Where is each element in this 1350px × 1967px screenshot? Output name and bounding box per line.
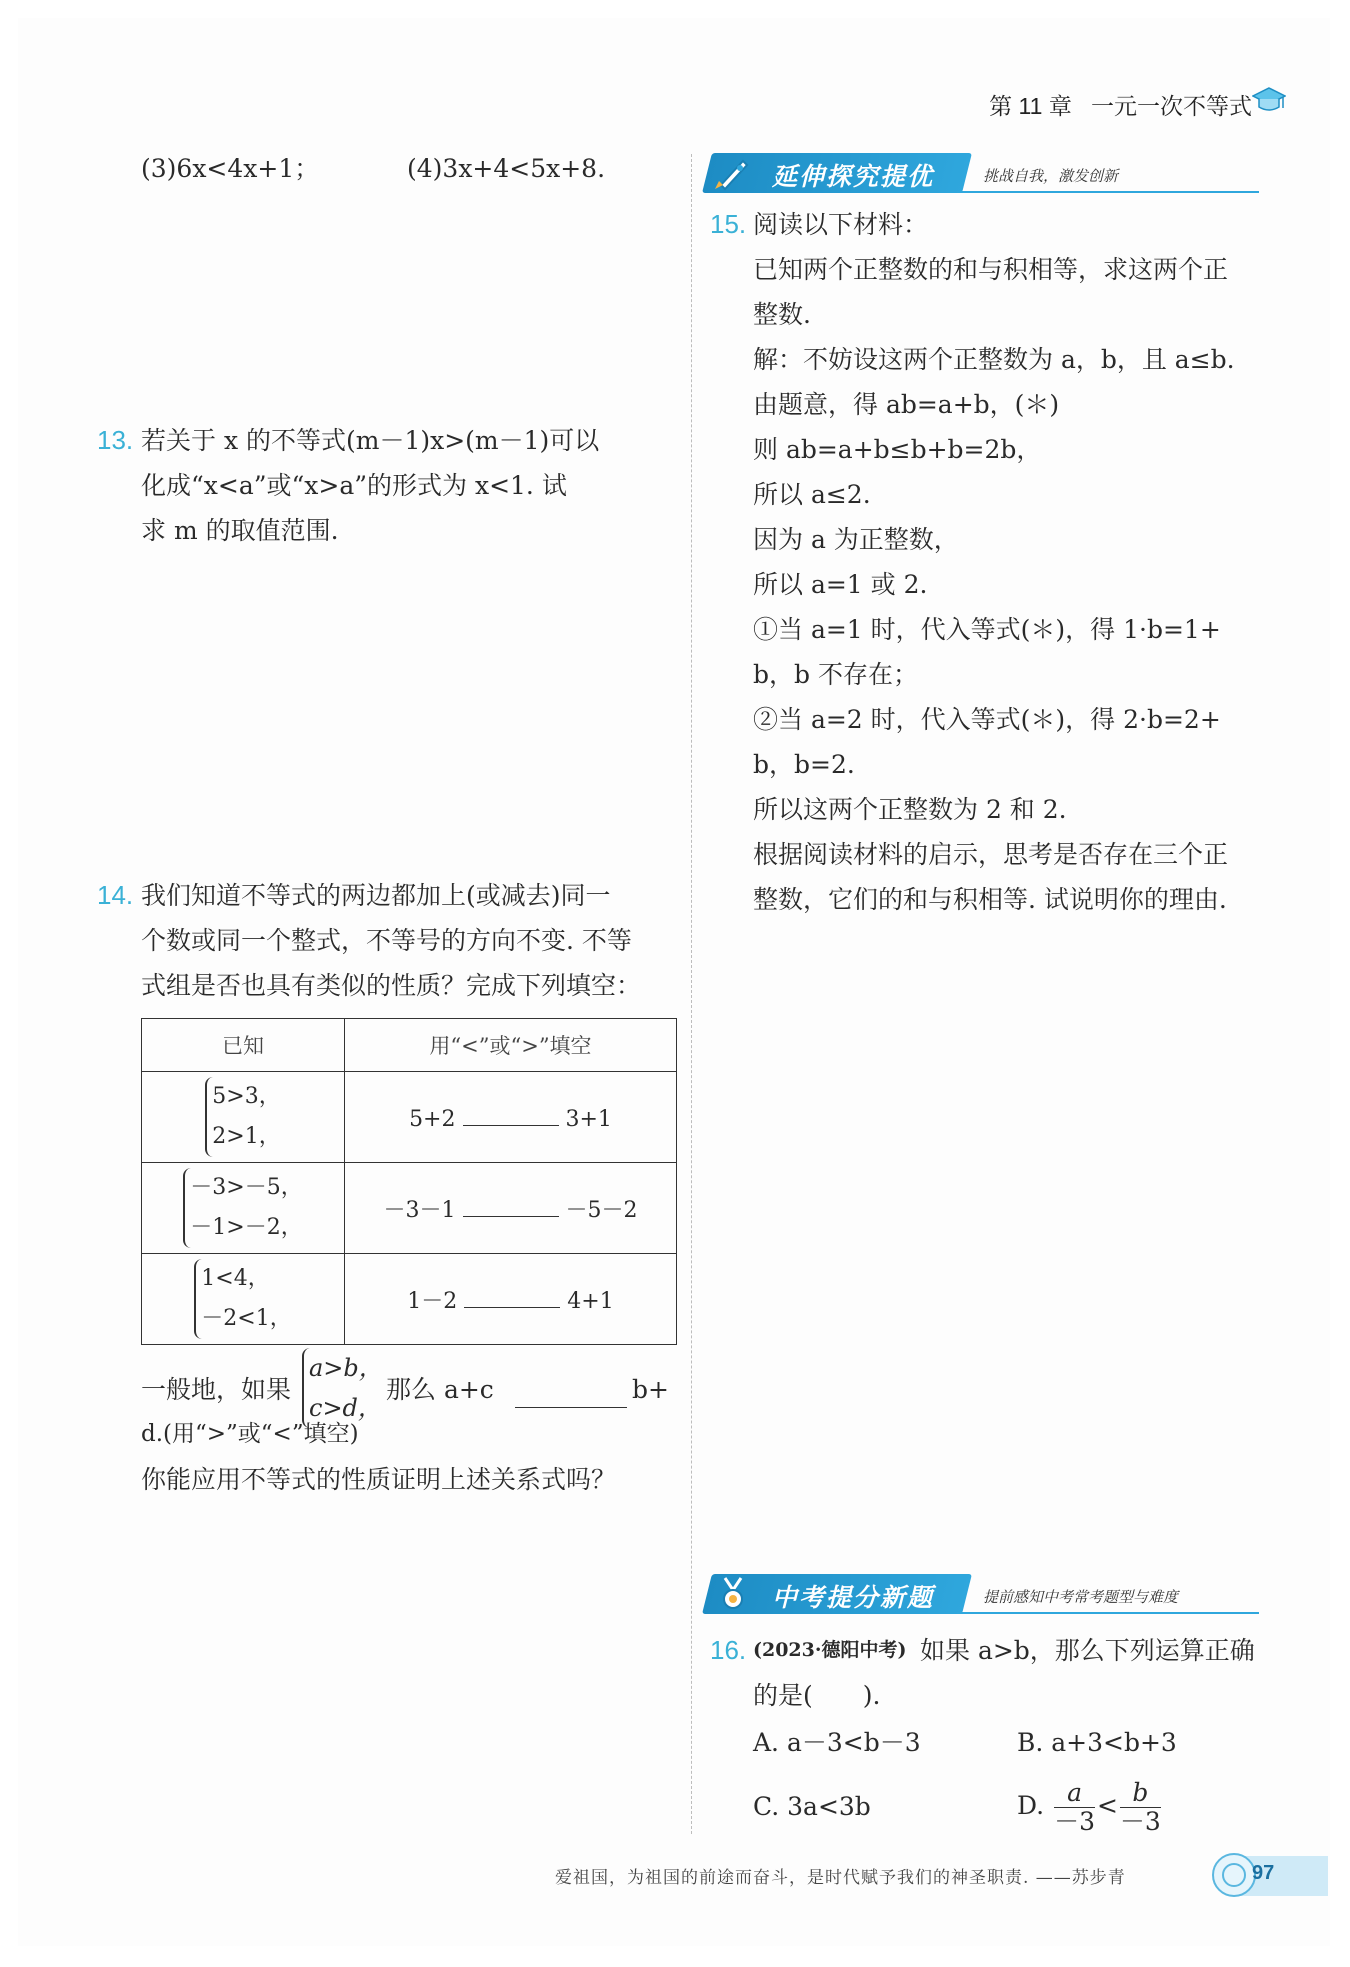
q15-line: 整数，它们的和与积相等. 试说明你的理由. — [753, 885, 1227, 914]
table-cell-fill — [345, 1163, 677, 1254]
fraction-numerator: b — [1120, 1779, 1161, 1808]
table-header-fill: 用“<”或“>”填空 — [345, 1019, 677, 1072]
system-line: 5>3， — [212, 1084, 281, 1109]
q12-part4: (4)3x+4<5x+8. — [407, 154, 606, 183]
relation-symbol: < — [1096, 1791, 1118, 1820]
expr-right: 4+1 — [567, 1288, 614, 1314]
q15-line: b，b 不存在； — [753, 660, 918, 689]
chapter-header — [989, 88, 1252, 121]
option-b[interactable]: B. a+3<b+3 — [1017, 1728, 1177, 1757]
general-line1-start: 一般地，如果 — [141, 1375, 292, 1404]
condition-line: a>b， — [309, 1354, 383, 1382]
q15-line: ①当 a=1 时，代入等式(＊)，得 1·b=1+ — [753, 615, 1221, 644]
brace-system — [194, 1259, 291, 1339]
q15-line: 解：不妨设这两个正整数为 a，b，且 a≤b. — [753, 345, 1235, 374]
q15-line: 则 ab=a+b≤b+b=2b， — [753, 435, 1042, 464]
answer-blank[interactable] — [463, 1103, 559, 1126]
brace-system — [183, 1168, 302, 1248]
option-d-label: D. — [1017, 1791, 1045, 1820]
banner-underline — [957, 1612, 1259, 1614]
expr-left: －3－1 — [383, 1197, 456, 1223]
expr-right: －5－2 — [565, 1197, 638, 1223]
q15-line: 所以 a≤2. — [753, 480, 871, 509]
fraction-denominator: －3 — [1119, 1807, 1161, 1836]
q13-line2: 化成“x<a”或“x>a”的形式为 x<1. 试 — [141, 471, 567, 500]
banner-extension — [707, 153, 1267, 193]
system-line: －3>－5， — [190, 1175, 303, 1200]
fingerprint-inner-circle — [1222, 1863, 1246, 1887]
table-row — [142, 1254, 677, 1345]
q14-line1: 我们知道不等式的两边都加上(或减去)同一 — [141, 881, 611, 910]
banner-subtitle: 提前感知中考常考题型与难度 — [983, 1588, 1179, 1606]
q16-line2: 的是( ). — [753, 1681, 881, 1710]
q15-line: 因为 a 为正整数， — [753, 525, 959, 554]
q15-line: 根据阅读材料的启示，思考是否存在三个正 — [753, 840, 1229, 869]
system-line: 2>1， — [212, 1124, 281, 1149]
general-line3: 你能应用不等式的性质证明上述关系式吗？ — [141, 1465, 617, 1494]
graduation-cap-icon — [1252, 86, 1286, 116]
table-header-row — [142, 1019, 677, 1072]
banner-exam — [707, 1574, 1267, 1614]
general-answer-blank[interactable] — [515, 1385, 627, 1408]
footer-quote: 爱祖国，为祖国的前途而奋斗，是时代赋予我们的神圣职责. ——苏步青 — [555, 1868, 1126, 1888]
answer-blank[interactable] — [464, 1285, 560, 1308]
table-header-known: 已知 — [142, 1019, 345, 1072]
medal-icon — [715, 1576, 751, 1612]
general-then-text: 那么 a+c — [386, 1375, 494, 1404]
q14-line3: 式组是否也具有类似的性质？完成下列填空： — [141, 971, 642, 1000]
table-cell-known — [142, 1072, 345, 1163]
q13-line3: 求 m 的取值范围. — [141, 516, 339, 545]
banner-underline — [957, 191, 1259, 193]
banner-subtitle: 挑战自我，激发创新 — [983, 167, 1119, 185]
fraction — [1054, 1779, 1095, 1836]
banner-title: 中考提分新题 — [772, 1584, 935, 1612]
option-c[interactable]: C. 3a<3b — [753, 1792, 871, 1821]
expr-right: 3+1 — [565, 1106, 612, 1132]
question-number-15: 15. — [710, 209, 747, 239]
brace-system — [205, 1077, 280, 1157]
fraction-numerator: a — [1054, 1779, 1095, 1808]
system-line: －1>－2， — [190, 1215, 303, 1240]
q14-line2: 个数或同一个整式，不等号的方向不变. 不等 — [141, 926, 632, 955]
table-row — [142, 1163, 677, 1254]
banner-title: 延伸探究提优 — [772, 163, 935, 191]
condition-line: c>d， — [309, 1394, 382, 1422]
q15-line: 所以这两个正整数为 2 和 2. — [753, 795, 1067, 824]
general-line1-end: b+ — [632, 1375, 669, 1404]
chapter-number: 第 11 章 — [989, 93, 1072, 119]
table-cell-fill — [345, 1072, 677, 1163]
table-cell-known — [142, 1163, 345, 1254]
q16-line1: 如果 a>b，那么下列运算正确 — [920, 1636, 1255, 1665]
table-row — [142, 1072, 677, 1163]
q15-line: ②当 a=2 时，代入等式(＊)，得 2·b=2+ — [753, 705, 1221, 734]
page-number: 97 — [1252, 1862, 1275, 1884]
fill-in-table — [141, 1018, 677, 1345]
expr-left: 5+2 — [409, 1106, 456, 1132]
q15-line: 已知两个正整数的和与积相等，求这两个正 — [753, 255, 1229, 284]
q15-line: 整数. — [753, 300, 811, 329]
system-line: －2<1， — [201, 1306, 292, 1331]
option-a[interactable]: A. a－3<b－3 — [753, 1728, 921, 1757]
fraction — [1120, 1779, 1161, 1836]
general-line2: d.(用“>”或“<”填空) — [141, 1421, 359, 1447]
table-cell-known — [142, 1254, 345, 1345]
rocket-icon — [713, 155, 753, 191]
q15-line: 阅读以下材料： — [753, 210, 929, 239]
table-cell-fill — [345, 1254, 677, 1345]
q15-line: 所以 a=1 或 2. — [753, 570, 928, 599]
q13-line1: 若关于 x 的不等式(m－1)x>(m－1)可以 — [141, 426, 600, 455]
expr-left: 1－2 — [407, 1288, 458, 1314]
q12-part3: (3)6x<4x+1； — [141, 154, 320, 183]
system-line: 1<4， — [201, 1266, 270, 1291]
answer-blank[interactable] — [463, 1194, 559, 1217]
question-number-16: 16. — [710, 1635, 747, 1665]
q16-source: (2023·德阳中考) — [753, 1639, 907, 1661]
question-number-13: 13. — [97, 425, 134, 455]
q15-line: 由题意，得 ab=a+b，(＊) — [753, 390, 1060, 419]
chapter-title: 一元一次不等式 — [1091, 93, 1252, 119]
fraction-denominator: －3 — [1054, 1807, 1095, 1836]
option-d[interactable] — [1017, 1772, 1163, 1840]
question-number-14: 14. — [97, 880, 134, 910]
q15-line: b，b=2. — [753, 750, 855, 779]
column-divider — [691, 154, 692, 1834]
